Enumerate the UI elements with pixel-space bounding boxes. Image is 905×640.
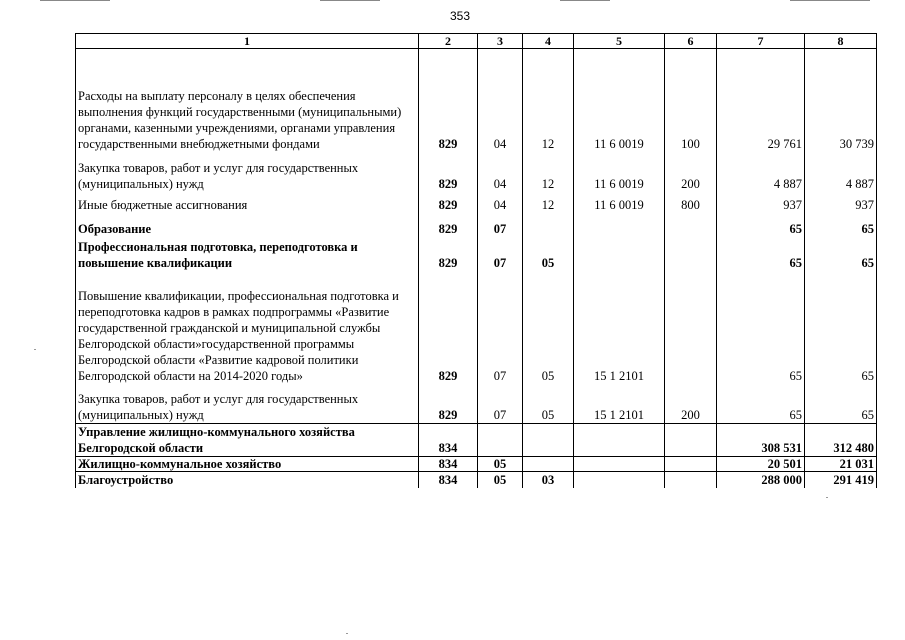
admin-code: 829 — [419, 49, 478, 152]
section-code: 07 — [478, 218, 523, 237]
expense-type-code: 200 — [665, 384, 717, 424]
table-row — [76, 49, 877, 152]
section-code: 04 — [478, 49, 523, 152]
amount-col8: 65 — [805, 218, 877, 237]
amount-col7: 65 — [717, 237, 805, 271]
scan-edge-rule — [320, 0, 380, 1]
admin-code: 829 — [419, 152, 478, 192]
amount-col7: 65 — [717, 384, 805, 424]
table-row — [76, 237, 877, 271]
admin-code: 829 — [419, 384, 478, 424]
amount-col7: 288 000 — [717, 472, 805, 488]
amount-col7: 20 501 — [717, 457, 805, 472]
section-code: 04 — [478, 192, 523, 218]
table-row — [76, 457, 877, 472]
table-row — [76, 218, 877, 237]
target-code: 11 6 0019 — [574, 152, 665, 192]
amount-col8: 937 — [805, 192, 877, 218]
amount-col7: 937 — [717, 192, 805, 218]
expense-type-code — [665, 218, 717, 237]
admin-code: 834 — [419, 424, 478, 457]
target-code — [574, 472, 665, 488]
header-row — [76, 34, 877, 49]
section-code: 05 — [478, 472, 523, 488]
table-row — [76, 271, 877, 384]
column-header: 5 — [574, 34, 665, 49]
subsection-code: 05 — [523, 271, 574, 384]
row-name: Благоустройство — [76, 472, 419, 488]
table-row — [76, 472, 877, 488]
table-row — [76, 192, 877, 218]
expense-type-code — [665, 271, 717, 384]
target-code: 15 1 2101 — [574, 384, 665, 424]
row-name: Образование — [76, 218, 419, 237]
row-name: Закупка товаров, работ и услуг для государственных (муниципальных) нужд — [76, 152, 419, 192]
target-code — [574, 237, 665, 271]
scan-edge-rule — [40, 0, 110, 1]
row-name: Профессиональная подготовка, переподготовка и повышение квалификации — [76, 237, 419, 271]
section-code: 07 — [478, 271, 523, 384]
amount-col8: 30 739 — [805, 49, 877, 152]
amount-col8: 65 — [805, 384, 877, 424]
row-name: Жилищно-коммунальное хозяйство — [76, 457, 419, 472]
expense-type-code: 800 — [665, 192, 717, 218]
row-name: Управление жилищно-коммунального хозяйства Белгородской области — [76, 424, 419, 457]
subsection-code — [523, 218, 574, 237]
section-code: 07 — [478, 384, 523, 424]
section-code — [478, 424, 523, 457]
subsection-code: 12 — [523, 192, 574, 218]
amount-col8: 4 887 — [805, 152, 877, 192]
expense-type-code — [665, 424, 717, 457]
admin-code: 829 — [419, 237, 478, 271]
admin-code: 834 — [419, 457, 478, 472]
column-header: 3 — [478, 34, 523, 49]
subsection-code — [523, 424, 574, 457]
row-name: Иные бюджетные ассигнования — [76, 192, 419, 218]
target-code — [574, 424, 665, 457]
target-code: 15 1 2101 — [574, 271, 665, 384]
section-code: 07 — [478, 237, 523, 271]
admin-code: 829 — [419, 192, 478, 218]
subsection-code: 12 — [523, 152, 574, 192]
admin-code: 834 — [419, 472, 478, 488]
scan-edge-rule — [790, 0, 870, 1]
table-row — [76, 424, 877, 457]
row-name: Расходы на выплату персоналу в целях обеспечения выполнения функций государственными (муниципальными) органами, казенными учреждениями, органами управления государственными внебюджетными фондами — [76, 49, 419, 152]
column-header: 1 — [76, 34, 419, 49]
expense-type-code: 100 — [665, 49, 717, 152]
admin-code: 829 — [419, 218, 478, 237]
subsection-code: 03 — [523, 472, 574, 488]
target-code: 11 6 0019 — [574, 49, 665, 152]
amount-col7: 308 531 — [717, 424, 805, 457]
expense-type-code — [665, 237, 717, 271]
amount-col7: 29 761 — [717, 49, 805, 152]
table-row — [76, 384, 877, 424]
subsection-code: 05 — [523, 384, 574, 424]
scan-edge-rule — [560, 0, 610, 1]
amount-col7: 4 887 — [717, 152, 805, 192]
target-code — [574, 457, 665, 472]
scan-speck — [826, 497, 828, 498]
scan-speck — [34, 349, 36, 350]
row-name: Закупка товаров, работ и услуг для государственных (муниципальных) нужд — [76, 384, 419, 424]
budget-table — [75, 33, 877, 488]
amount-col8: 291 419 — [805, 472, 877, 488]
column-header: 4 — [523, 34, 574, 49]
section-code: 04 — [478, 152, 523, 192]
column-header: 8 — [805, 34, 877, 49]
subsection-code: 12 — [523, 49, 574, 152]
section-code: 05 — [478, 457, 523, 472]
amount-col8: 65 — [805, 271, 877, 384]
subsection-code: 05 — [523, 237, 574, 271]
admin-code: 829 — [419, 271, 478, 384]
amount-col7: 65 — [717, 271, 805, 384]
amount-col8: 65 — [805, 237, 877, 271]
expense-type-code — [665, 457, 717, 472]
column-header: 7 — [717, 34, 805, 49]
target-code — [574, 218, 665, 237]
amount-col8: 312 480 — [805, 424, 877, 457]
expense-type-code — [665, 472, 717, 488]
page-number: 353 — [449, 9, 471, 23]
scan-speck — [346, 633, 348, 634]
subsection-code — [523, 457, 574, 472]
target-code: 11 6 0019 — [574, 192, 665, 218]
expense-type-code: 200 — [665, 152, 717, 192]
amount-col7: 65 — [717, 218, 805, 237]
amount-col8: 21 031 — [805, 457, 877, 472]
column-header: 6 — [665, 34, 717, 49]
table-row — [76, 152, 877, 192]
row-name: Повышение квалификации, профессиональная подготовка и переподготовка кадров в рамках подпрограммы «Развитие государственной гражданской и муниципальной службы Белгородской области»государственной программы Белгородской области «Развитие кадровой политики Белгородской области на 2014-2020 годы» — [76, 271, 419, 384]
column-header: 2 — [419, 34, 478, 49]
